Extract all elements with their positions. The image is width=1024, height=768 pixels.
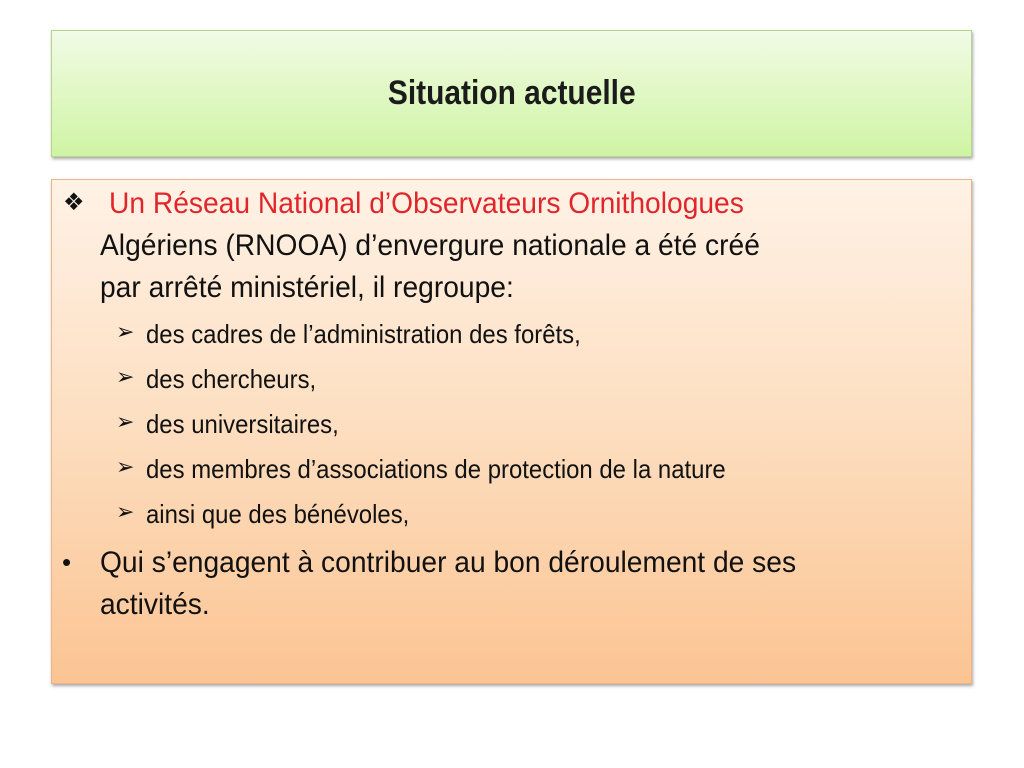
bullet2-line2-text: activités. <box>100 588 210 621</box>
slide-title: Situation actuelle <box>387 74 636 112</box>
arrow-bullet-icon: ➢ <box>116 319 135 344</box>
sub-item-administration: des cadres de l’administration des forêts, <box>146 319 581 349</box>
dot-bullet-icon: • <box>62 547 72 577</box>
content-box <box>51 179 972 684</box>
bullet1-line3-text: par arrêté ministériel, il regroupe: <box>100 271 514 304</box>
bullet1-lead-text: Un Réseau National d’Observateurs Ornithologues <box>109 187 744 220</box>
sub-item-universitaires: des universitaires, <box>146 409 339 439</box>
sub-item-associations: des membres d’associations de protection de la nature <box>146 454 726 484</box>
bullet1-line2-text: Algériens (RNOOA) d’envergure nationale a été créé <box>100 229 760 262</box>
arrow-bullet-icon: ➢ <box>116 454 135 479</box>
bullet2-line1-text: Qui s’engagent à contribuer au bon déroulement de ses <box>100 546 797 579</box>
sub-item-benevoles: ainsi que des bénévoles, <box>146 499 410 529</box>
arrow-bullet-icon: ➢ <box>116 499 135 524</box>
sub-item-chercheurs: des chercheurs, <box>146 364 317 394</box>
arrow-bullet-icon: ➢ <box>116 364 135 389</box>
arrow-bullet-icon: ➢ <box>116 409 135 434</box>
diamond-bullet-icon: ❖ <box>63 189 85 216</box>
title-box <box>51 30 972 157</box>
